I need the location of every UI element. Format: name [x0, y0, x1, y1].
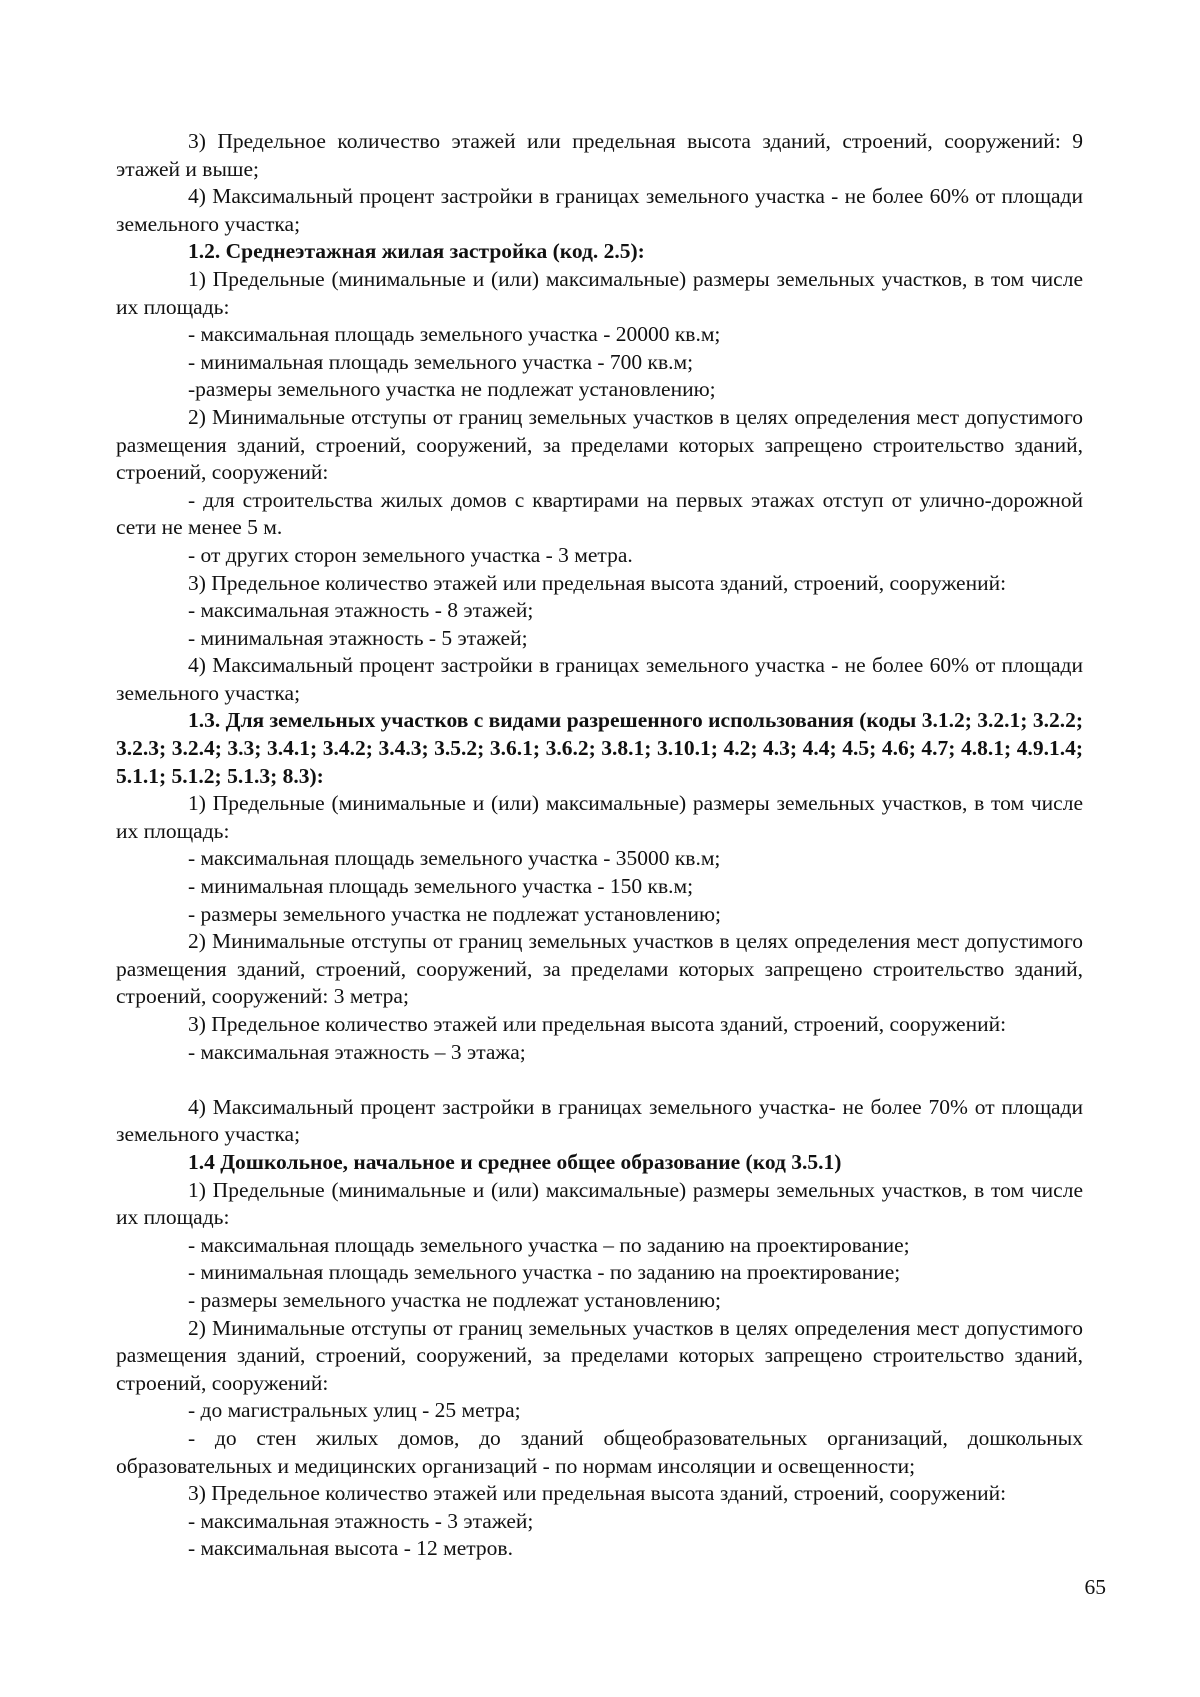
- list-item: -размеры земельного участка не подлежат установлению;: [188, 377, 716, 402]
- section-heading: 1.2. Среднеэтажная жилая застройка (код. 2.5):: [188, 239, 645, 264]
- paragraph: 4) Максимальный процент застройки в границах земельного участка - не более 60% от площади земельного участка;: [116, 184, 1083, 236]
- list-item: - до магистральных улиц - 25 метра;: [188, 1398, 521, 1423]
- list-item: - от других сторон земельного участка - 3 метра.: [188, 542, 633, 567]
- list-item: - максимальная этажность - 3 этажей;: [188, 1508, 534, 1533]
- paragraph: 2) Минимальные отступы от границ земельных участков в целях определения мест допустимого размещения зданий, строений, сооружений, за пределами которых запрещено строительство зданий, строений, сооружений:: [116, 404, 1083, 485]
- page-number: 65: [1084, 1575, 1106, 1599]
- paragraph: 1) Предельные (минимальные и (или) максимальные) размеры земельных участков, в том числе их площадь:: [116, 266, 1083, 319]
- list-item: - максимальная высота - 12 метров.: [188, 1536, 513, 1561]
- list-item: - размеры земельного участка не подлежат установлению;: [188, 901, 722, 926]
- list-item: - максимальная площадь земельного участка - 20000 кв.м;: [188, 322, 721, 347]
- paragraph: 1) Предельные (минимальные и (или) максимальные) размеры земельных участков, в том числе их площадь:: [116, 1177, 1083, 1230]
- list-item: - максимальная площадь земельного участка - 35000 кв.м;: [188, 846, 721, 871]
- list-item: - максимальная этажность - 8 этажей;: [188, 598, 534, 623]
- document-body: [116, 128, 1083, 1563]
- section-heading: 1.3. Для земельных участков с видами разрешенного использования (коды 3.1.2; 3.2.1; 3.2.2; 3.2.3; 3.2.4; 3.3; 3.4.1; 3.4.2; 3.4.3; 3.5.2; 3.6.1; 3.6.2; 3.8.1; 3.10.1; 4.2; 4.3; 4.4; 4.5; 4.6; 4.7; 4.8.1; 4.9.1.4; 5.1.1; 5.1.2; 5.1.3; 8.3):: [116, 708, 1083, 788]
- list-item: - минимальная этажность - 5 этажей;: [188, 625, 528, 650]
- paragraph: 3) Предельное количество этажей или предельная высота зданий, строений, сооружений:: [188, 570, 1007, 595]
- list-item: - максимальная этажность – 3 этажа;: [188, 1039, 526, 1064]
- paragraph: 3) Предельное количество этажей или предельная высота зданий, строений, сооружений: 9 этажей и выше;: [116, 129, 1083, 181]
- list-item: - максимальная площадь земельного участка – по заданию на проектирование;: [188, 1232, 910, 1257]
- section-heading: 1.4 Дошкольное, начальное и среднее общее образование (код 3.5.1): [188, 1149, 842, 1174]
- list-item: - размеры земельного участка не подлежат установлению;: [188, 1287, 722, 1312]
- paragraph: 2) Минимальные отступы от границ земельных участков в целях определения мест допустимого размещения зданий, строений, сооружений, за пределами которых запрещено строительство зданий, строений, сооружений: 3 метра;: [116, 929, 1083, 1009]
- list-item: - до стен жилых домов, до зданий общеобразовательных организаций, дошкольных образовательных и медицинских организаций - по нормам инсоляции и освещенности;: [116, 1425, 1083, 1478]
- paragraph: 3) Предельное количество этажей или предельная высота зданий, строений, сооружений:: [188, 1481, 1007, 1506]
- list-item: - минимальная площадь земельного участка - 700 кв.м;: [188, 349, 694, 374]
- paragraph: 4) Максимальный процент застройки в границах земельного участка - не более 60% от площади земельного участка;: [116, 653, 1083, 705]
- list-item: - для строительства жилых домов с квартирами на первых этажах отступ от улично-дорожной сети не менее 5 м.: [116, 487, 1083, 540]
- list-item: - минимальная площадь земельного участка - 150 кв.м;: [188, 874, 694, 899]
- paragraph: 3) Предельное количество этажей или предельная высота зданий, строений, сооружений:: [188, 1012, 1007, 1036]
- paragraph: 1) Предельные (минимальные и (или) максимальные) размеры земельных участков, в том числе их площадь:: [116, 791, 1083, 843]
- list-item: - минимальная площадь земельного участка - по заданию на проектирование;: [188, 1260, 901, 1285]
- paragraph: 4) Максимальный процент застройки в границах земельного участка- не более 70% от площади земельного участка;: [116, 1094, 1083, 1147]
- blank-line: [116, 1066, 1083, 1094]
- paragraph: 2) Минимальные отступы от границ земельных участков в целях определения мест допустимого размещения зданий, строений, сооружений, за пределами которых запрещено строительство зданий, строений, сооружений:: [116, 1315, 1083, 1395]
